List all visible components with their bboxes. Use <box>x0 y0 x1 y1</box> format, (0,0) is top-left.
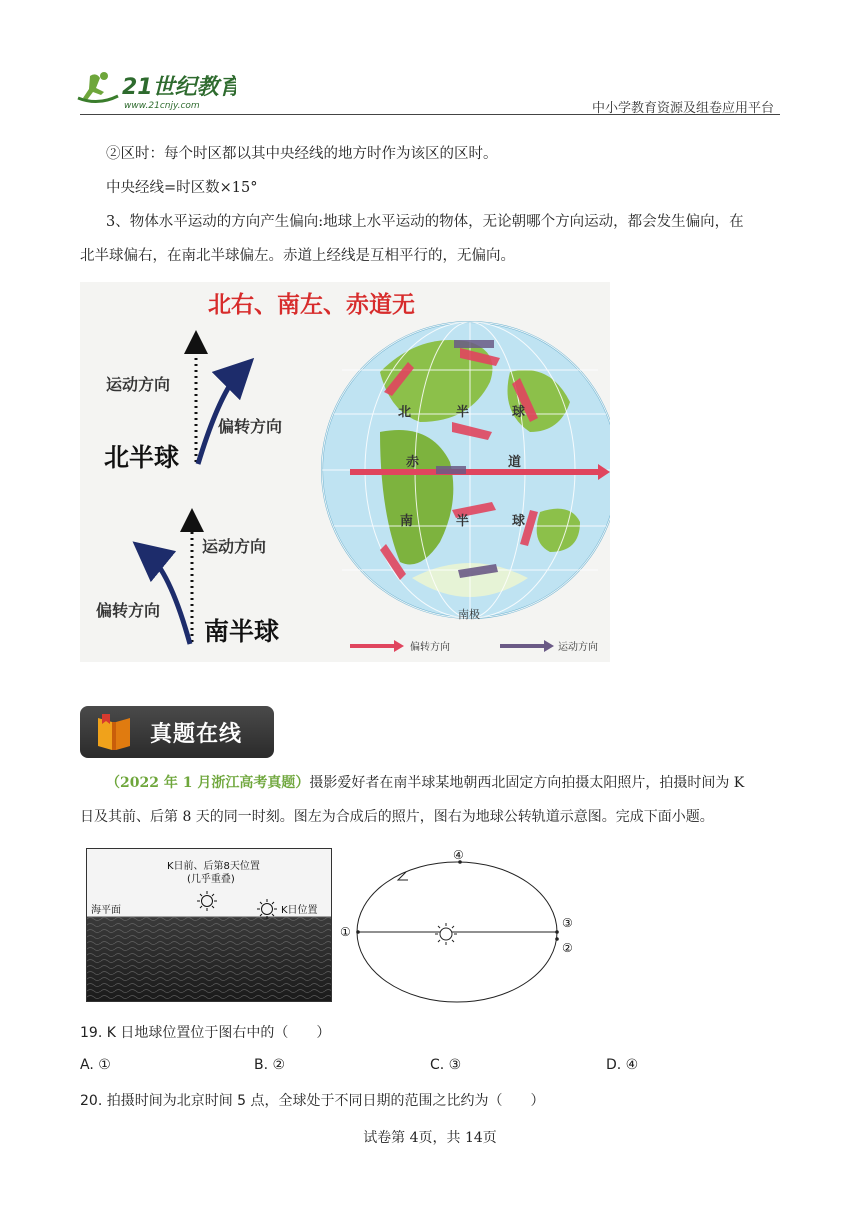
site-logo <box>76 68 236 112</box>
logo-url-text: www.21cnjy.com <box>124 101 200 111</box>
question-intro-a <box>106 773 744 795</box>
platform-name: 中小学教育资源及组卷应用平台 <box>591 101 774 116</box>
sea-level-label: 海平面 <box>91 905 121 916</box>
sun-icon-center <box>435 923 457 945</box>
q19-option-a[interactable]: A. ① <box>80 1057 111 1073</box>
south-motion-label: 运动方向 <box>202 537 267 556</box>
globe-equator-char-1: 赤 <box>406 455 420 470</box>
question-intro-text-b: 日及其前、后第 8 天的同一时刻。图左为合成后的照片，图右为地球公转轨道示意图。完成下面小题。 <box>80 809 714 825</box>
question-source: （2022 年 1 月浙江高考真题） <box>106 775 310 791</box>
globe-south-char-2: 半 <box>456 514 470 529</box>
page-footer: 试卷第 4页，共 14页 <box>363 1130 497 1146</box>
central-meridian-formula: 中央经线=时区数×15° <box>106 180 258 196</box>
logo-main-text: 21世纪教育 <box>122 75 236 100</box>
deflection-line-a: 3、物体水平运动的方向产生偏向:地球上水平运动的物体，无论朝哪个方向运动，都会发生偏向，在 <box>106 214 744 230</box>
globe-south-char-1: 南 <box>400 514 414 529</box>
photo-label-1: K日前、后第8天位置 <box>167 861 260 872</box>
figure-title: 北右、南左、赤道无 <box>208 292 415 318</box>
q19-stem: 19. K 日地球位置位于图右中的（ ） <box>80 1025 331 1041</box>
book-icon <box>94 712 134 752</box>
north-hemisphere-label: 北半球 <box>104 443 180 472</box>
globe-north-char-2: 半 <box>456 405 470 420</box>
figure-legend <box>350 640 598 653</box>
header-divider <box>80 114 780 115</box>
section-banner <box>80 706 274 758</box>
orbit-point-4: ④ <box>453 848 464 862</box>
q20-stem: 20. 拍摄时间为北京时间 5 点，全球处于不同日期的范围之比约为（ ） <box>80 1093 545 1109</box>
south-deflect-label: 偏转方向 <box>96 601 161 620</box>
orbit-diagram <box>336 846 586 1008</box>
globe-north-char-3: 球 <box>512 405 526 420</box>
q19-option-c[interactable]: C. ③ <box>430 1057 462 1073</box>
q19-option-d[interactable]: D. ④ <box>606 1057 639 1073</box>
deflection-figure <box>80 282 610 662</box>
north-deflect-label: 偏转方向 <box>218 417 283 436</box>
photo-label-2: (几乎重叠) <box>187 874 235 885</box>
legend-deflect-label: 偏转方向 <box>410 642 450 653</box>
orbit-point-2: ② <box>562 941 573 955</box>
question-intro-text-a: 摄影爱好者在南半球某地朝西北固定方向拍摄太阳照片，拍摄时间为 K <box>309 775 745 791</box>
orbit-point-1: ① <box>340 925 351 939</box>
legend-motion-label: 运动方向 <box>558 642 598 653</box>
k-day-label: K日位置 <box>281 905 318 916</box>
section-title: 真题在线 <box>150 722 243 747</box>
q19-option-b[interactable]: B. ② <box>254 1057 286 1073</box>
globe-equator-char-2: 道 <box>508 455 522 470</box>
deflection-line-b: 北半球偏右，在南北半球偏左。赤道上经线是互相平行的，无偏向。 <box>80 248 515 264</box>
north-motion-label: 运动方向 <box>106 375 171 394</box>
globe-north-char-1: 北 <box>398 405 412 420</box>
globe-illustration <box>322 322 610 621</box>
globe-south-char-3: 球 <box>512 514 526 529</box>
south-hemisphere-label: 南半球 <box>204 617 280 646</box>
sun-photo <box>86 848 332 1002</box>
south-deflect-arrow <box>148 554 190 644</box>
zone-time-line: ②区时：每个时区都以其中央经线的地方时作为该区的区时。 <box>106 146 498 162</box>
orbit-point-3: ③ <box>562 916 573 930</box>
globe-south-pole: 南极 <box>458 608 480 621</box>
